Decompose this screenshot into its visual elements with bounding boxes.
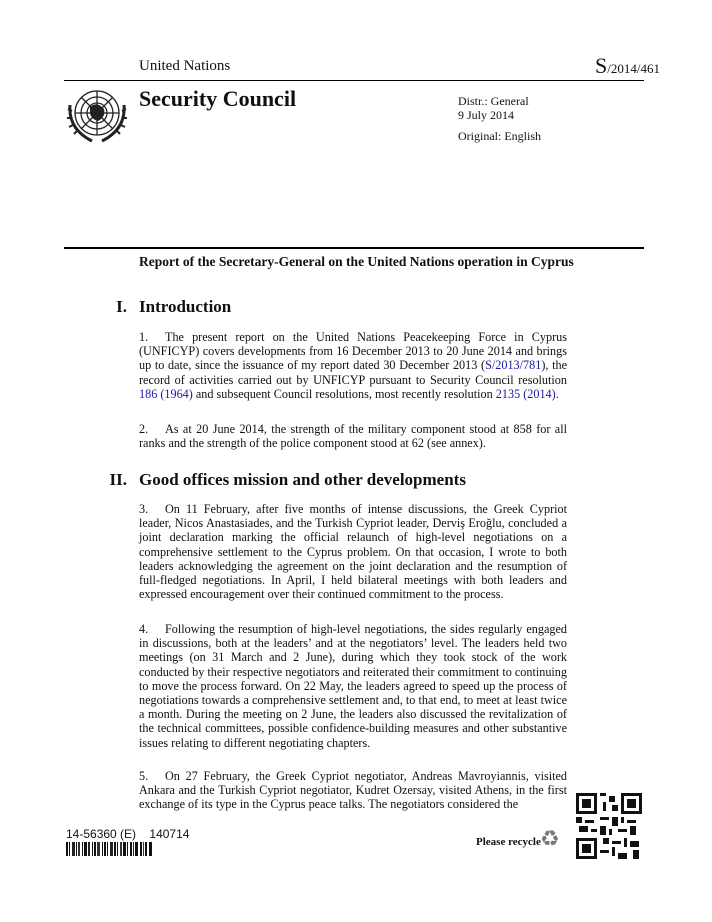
recycle-label: Please recycle — [476, 836, 541, 848]
symbol-suffix: /2014/461 — [607, 61, 660, 76]
paragraph-text: On 11 February, after five months of intense discussions, the Greek Cypriot leader, Nicos Anastasiades, and the Turkish Cypriot leader, Derviş Eroğlu, concluded a joint declaration marking the official relaunch of high-level negotiations on a comprehensive settlement to the Cyprus problem. On that occasion, I wrote to both leaders acknowledging the agreement on the joint declaration and the resumption of full-fledged negotiations. In April, I held bilateral meetings with both leaders and expressed encouragement over their continued commitment to the process. — [139, 502, 567, 602]
paragraph-text: On 27 February, the Greek Cypriot negotiator, Andreas Mavroyiannis, visited Ankara and the Turkish Cypriot negotiator, Kudret Ozersay, visited Athens, in the first exchange of its type in the Cyprus peace talks. The negotiators considered the — [139, 769, 567, 812]
title-rule — [64, 247, 644, 249]
qr-code-icon — [576, 793, 642, 859]
distribution-block — [458, 94, 541, 143]
paragraph-text: The present report on the United Nations Peacekeeping Force in Cyprus (UNFICYP) covers developments from 16 December 2013 to 20 June 2014 and brings up to date, since the issuance of my report dated 30 December 2013 ( — [139, 330, 567, 373]
section-title: Good offices mission and other developments — [139, 470, 466, 489]
body-title: Security Council — [139, 86, 297, 111]
organization-name: United Nations — [139, 58, 231, 74]
header-rule — [64, 80, 644, 81]
paragraph-text: Following the resumption of high-level negotiations, the sides regularly engaged in discussions, both at the leaders’ and at the negotiators’ level. The leaders held two meetings (on 31 March and 2 June), during which they took stock of the work conducted by their respective negotiators and reiterated their commitment to continuing to move the process forward. On 22 May, the leaders agreed to speed up the process of negotiations towards a comprehensive settlement and, to that end, to meet at least twice a month. During the meeting on 2 June, the leaders also discussed the revitalization of the technical committees, possible confidence-building measures and other substantive issues relating to different negotiating chapters. — [139, 622, 567, 750]
paragraph-text: As at 20 June 2014, the strength of the military component stood at 858 for all ranks and the strength of the police component stood at 62 (see annex). — [139, 422, 567, 451]
job-number — [66, 827, 189, 841]
un-emblem-icon — [64, 85, 130, 147]
paragraph-number: 3. — [139, 502, 149, 516]
paragraph-number: 2. — [139, 422, 149, 436]
link-s-2013-781[interactable]: S/2013/781 — [485, 358, 542, 373]
recycle-icon: ♻ — [540, 826, 560, 851]
paragraph-2 — [139, 422, 567, 450]
paragraph-1 — [139, 330, 567, 401]
date-code: 140714 — [149, 827, 190, 841]
link-resolution-2135[interactable]: 2135 (2014) — [495, 386, 556, 401]
section-number: I. — [116, 297, 127, 316]
paragraph-3 — [139, 502, 567, 601]
section-heading-introduction — [116, 297, 232, 317]
paragraph-text: ), the record of activities carried out by UNFICYP pursuant to Security Council resolution — [139, 358, 567, 387]
paragraph-number: 1. — [139, 330, 149, 344]
section-number: II. — [109, 470, 127, 489]
report-title: Report of the Secretary-General on the United Nations operation in Cyprus — [139, 254, 574, 269]
symbol-prefix: S — [595, 53, 608, 78]
issue-date: 9 July 2014 — [458, 108, 515, 122]
paragraph-text: . — [555, 386, 559, 401]
section-heading-good-offices — [109, 470, 466, 490]
paragraph-number: 4. — [139, 622, 149, 636]
section-title: Introduction — [139, 297, 232, 316]
document-symbol — [595, 53, 660, 79]
distribution: Distr.: General — [458, 94, 529, 108]
paragraph-text: and subsequent Council resolutions, most recently resolution — [192, 386, 496, 401]
link-resolution-186[interactable]: 186 (1964) — [139, 386, 193, 401]
paragraph-5 — [139, 769, 567, 812]
job-number-text: 14-56360 (E) — [66, 827, 137, 841]
paragraph-number: 5. — [139, 769, 149, 783]
original-language: Original: English — [458, 129, 541, 143]
barcode — [66, 842, 184, 856]
paragraph-4 — [139, 622, 567, 750]
